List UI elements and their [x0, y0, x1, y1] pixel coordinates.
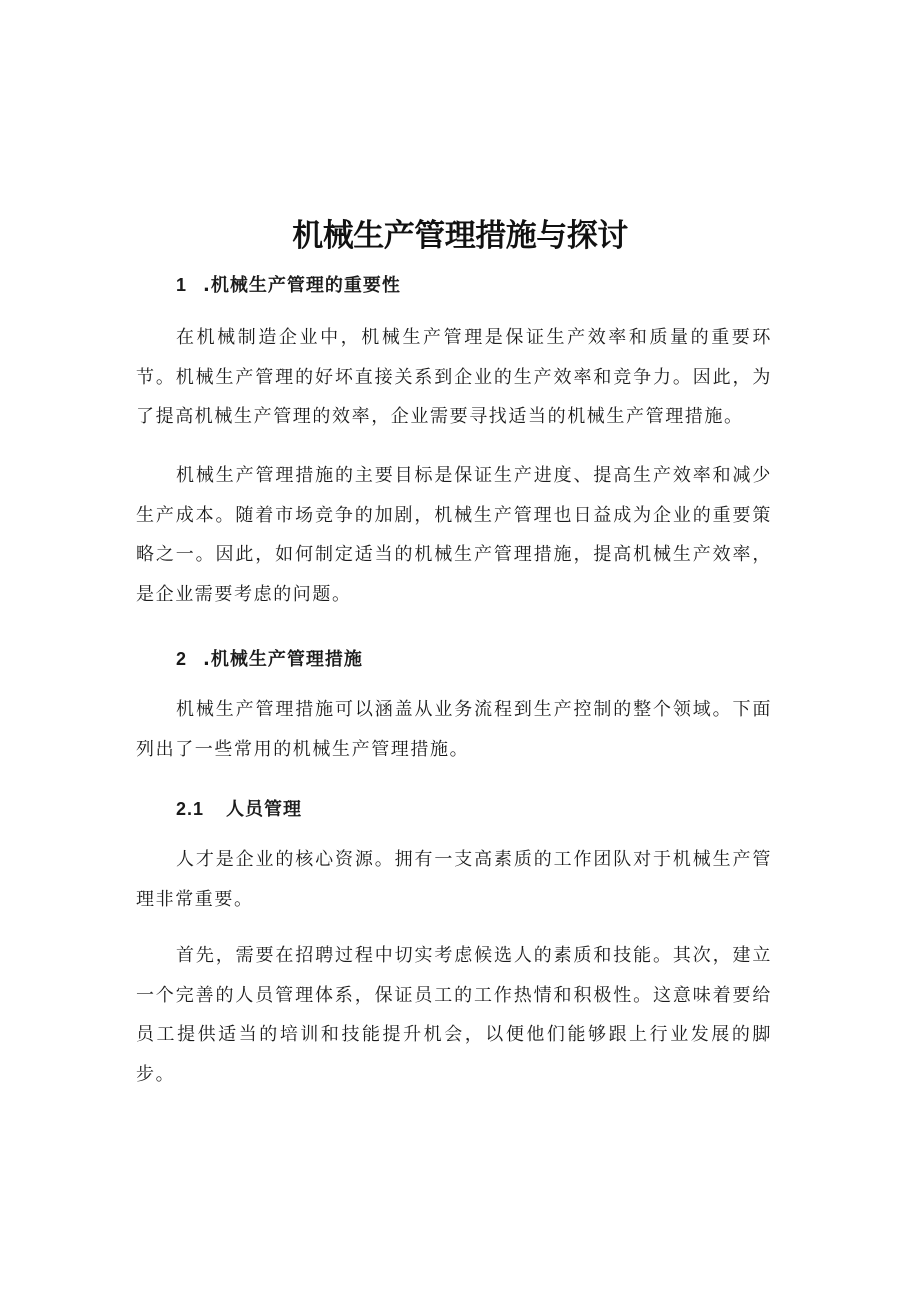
section-heading-2-1	[176, 794, 302, 825]
section-number: 1	[176, 275, 188, 295]
section-heading-2	[176, 644, 363, 675]
section-number: 2.1	[176, 799, 205, 819]
section-heading-text: .机械生产管理的重要性	[203, 275, 401, 296]
paragraph: 首先，需要在招聘过程中切实考虑候选人的素质和技能。其次，建立一个完善的人员管理体系，保证员工的工作热情和积极性。这意味着要给员工提供适当的培训和技能提升机会，以便他们能够跟上行业发展的脚步。	[136, 945, 772, 1085]
section-number: 2	[176, 649, 188, 669]
paragraph: 机械生产管理措施的主要目标是保证生产进度、提高生产效率和减少生产成本。随着市场竞争的加剧，机械生产管理也日益成为企业的重要策略之一。因此，如何制定适当的机械生产管理措施，提高机械生产效率，是企业需要考虑的问题。	[136, 465, 772, 605]
paragraph: 在机械制造企业中，机械生产管理是保证生产效率和质量的重要环节。机械生产管理的好坏直接关系到企业的生产效率和竞争力。因此，为了提高机械生产管理的效率，企业需要寻找适当的机械生产管理措施。	[136, 327, 772, 427]
paragraph: 机械生产管理措施可以涵盖从业务流程到生产控制的整个领域。下面列出了一些常用的机械生产管理措施。	[136, 699, 772, 760]
document-title: 机械生产管理措施与探讨	[292, 218, 628, 254]
section-heading-1	[176, 270, 401, 301]
section-heading-text: .机械生产管理措施	[203, 649, 363, 670]
paragraph: 人才是企业的核心资源。拥有一支高素质的工作团队对于机械生产管理非常重要。	[136, 849, 772, 910]
section-heading-text: 人员管理	[226, 799, 303, 820]
